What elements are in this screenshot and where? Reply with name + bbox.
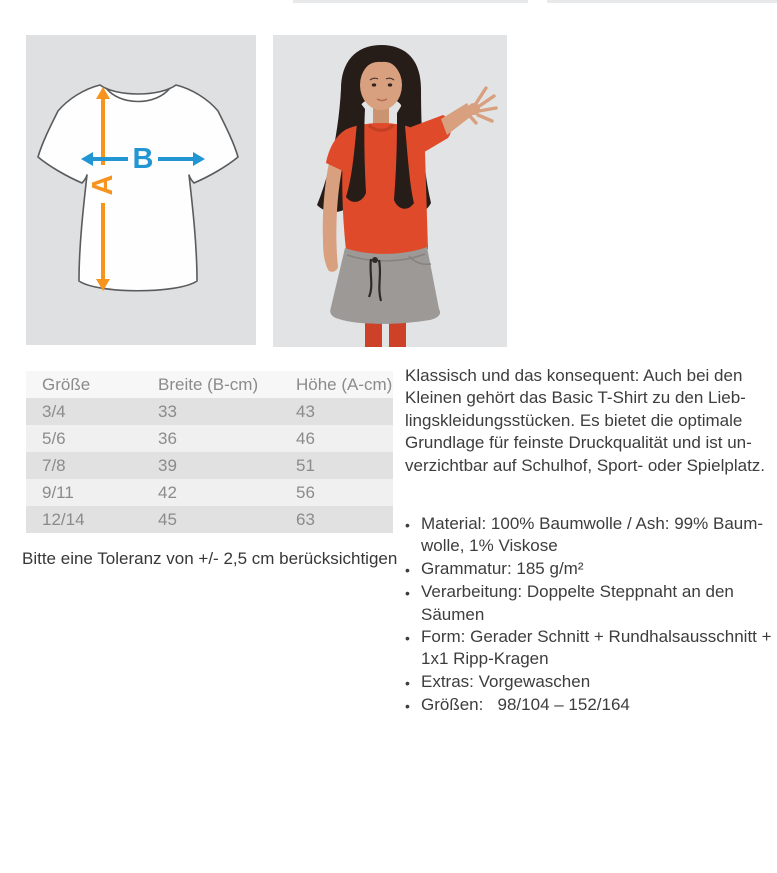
bullet-icon: • <box>405 674 410 691</box>
product-description-intro: Klassisch und das konsequent: Auch bei den Kleinen gehört das Basic T-Shirt zu den Lieblingskleidungsstücken. Es bietet die optimale Grundlage für feinste Druckqualität und ist unverzichtbar auf Schulhof, Sport- oder Spielplatz. <box>405 366 766 475</box>
table-row: 5/6 36 46 <box>26 425 393 452</box>
product-model-photo[interactable] <box>273 35 507 347</box>
size-diagram-svg <box>26 35 256 345</box>
bullet-icon: • <box>405 630 410 647</box>
spec-item-label: Extras: Vorgewaschen <box>421 671 591 691</box>
size-table-section <box>22 371 398 569</box>
bullet-icon: • <box>405 585 410 602</box>
header-breite: Breite (B-cm) <box>158 374 259 394</box>
table-row: 12/14 45 63 <box>26 506 393 533</box>
header-groesse: Größe <box>42 374 91 394</box>
table-row: 7/8 39 51 <box>26 452 393 479</box>
spec-item-grammatur <box>405 558 777 581</box>
spec-item-label: Verarbeitung: Doppelte Steppnaht an den Säumen <box>421 582 739 624</box>
width-label-b: B <box>132 143 154 175</box>
spec-item-label: Material: 100% Baumwolle / Ash: 99% Baumwolle, 1% Viskose <box>421 514 764 556</box>
spec-item-label: Grammatur: 185 g/m² <box>421 558 584 578</box>
spec-item-extras <box>405 671 777 694</box>
tolerance-note: Bitte eine Toleranz von +/- 2,5 cm berücksichtigen <box>22 549 398 568</box>
table-row: 9/11 42 56 <box>26 479 393 506</box>
top-cropped-thumbnail-left <box>293 0 528 3</box>
bullet-icon: • <box>405 561 410 578</box>
spec-item-verarbeitung <box>405 581 777 626</box>
spec-item-form <box>405 626 777 671</box>
size-table <box>26 371 393 533</box>
bullet-icon: • <box>405 517 410 534</box>
size-diagram-image[interactable] <box>26 35 256 345</box>
spec-list <box>405 513 777 718</box>
model-face <box>360 60 402 110</box>
spec-item-label: Größen: 98/104 – 152/164 <box>421 695 630 715</box>
spec-item-label: Form: Gerader Schnitt + Rundhalsausschnitt + 1x1 Ripp-Kragen <box>421 627 777 669</box>
header-hoehe: Höhe (A-cm) <box>296 374 393 394</box>
spec-item-groessen <box>405 694 777 717</box>
table-row: 3/4 33 43 <box>26 398 393 425</box>
top-cropped-thumbnail-right <box>547 0 777 3</box>
model-photo-svg <box>273 35 507 347</box>
product-description-section <box>405 365 777 718</box>
height-label-a: A <box>87 174 119 196</box>
spec-item-material <box>405 513 777 558</box>
bullet-icon: • <box>405 698 410 715</box>
size-table-header-row <box>26 371 393 398</box>
model-skirt <box>330 247 440 324</box>
